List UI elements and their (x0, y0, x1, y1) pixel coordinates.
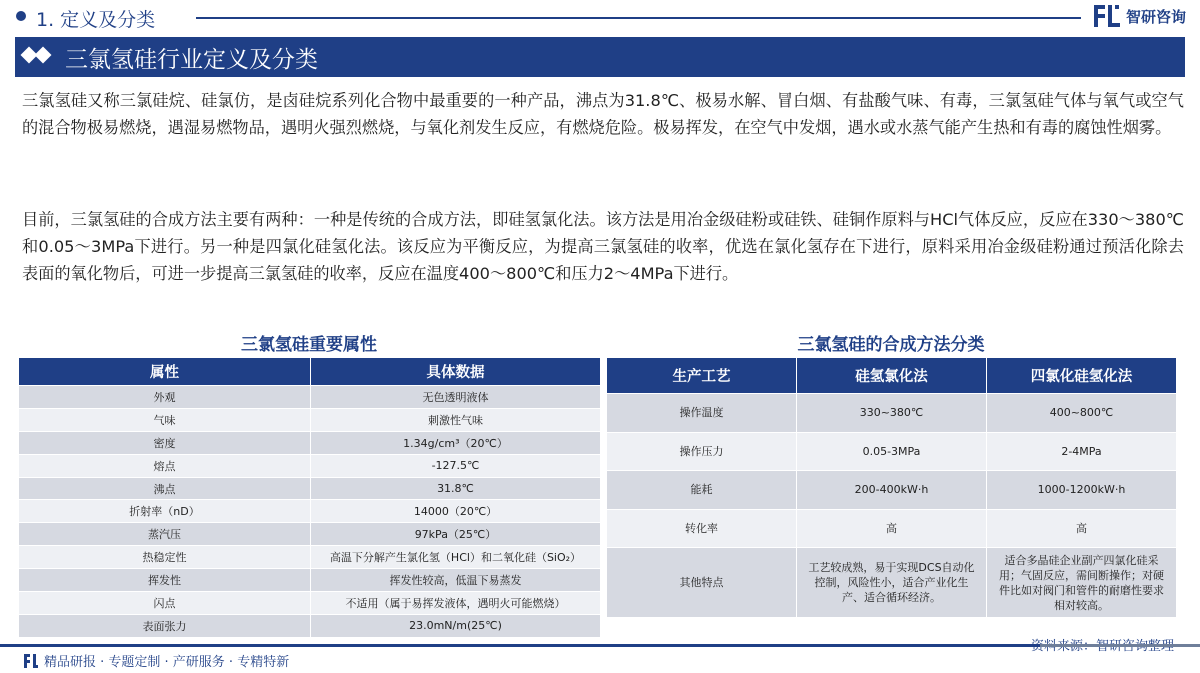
property-name: 闪点 (19, 592, 311, 615)
section-title: 1. 定义及分类 (36, 9, 156, 31)
process-attribute: 操作温度 (607, 394, 797, 433)
property-value: 高温下分解产生氯化氢（HCl）和二氧化硅（SiO₂） (311, 546, 601, 569)
property-value: 23.0mN/m(25℃) (311, 614, 601, 637)
brand-mark-icon (24, 654, 38, 668)
footer-tagline: 精品研报 · 专题定制 · 产研服务 · 专精特新 (44, 655, 290, 670)
table-row (607, 548, 1177, 618)
table-row (19, 614, 601, 637)
title-banner (15, 37, 1185, 77)
properties-table-title: 三氯氢硅重要属性 (241, 335, 377, 355)
property-name: 密度 (19, 431, 311, 454)
table-row (19, 477, 601, 500)
process-attribute: 能耗 (607, 471, 797, 510)
column-header: 硅氢氯化法 (797, 358, 987, 394)
header-divider (196, 17, 1081, 19)
table-row (19, 500, 601, 523)
table-row (19, 569, 601, 592)
bullet-dot-icon (16, 11, 26, 21)
table-row (19, 523, 601, 546)
table-row (19, 408, 601, 431)
table-row (19, 454, 601, 477)
page-title: 三氯氢硅行业定义及分类 (65, 47, 318, 73)
table-row (607, 509, 1177, 548)
column-header: 生产工艺 (607, 358, 797, 394)
column-header: 具体数据 (311, 358, 601, 386)
properties-table (18, 357, 601, 638)
stc-hydrogenation-value: 1000-1200kW·h (987, 471, 1177, 510)
table-row (19, 431, 601, 454)
property-value: 14000（20℃） (311, 500, 601, 523)
table-row (607, 394, 1177, 433)
property-name: 折射率（nD） (19, 500, 311, 523)
brand-logo-icon (1094, 5, 1120, 27)
brand-name: 智研咨询 (1125, 7, 1186, 26)
property-name: 气味 (19, 408, 311, 431)
stc-hydrogenation-value: 适合多晶硅企业副产四氯化硅采用；气固反应，需间断操作；对硬件比如对阀门和管件的耐磨性要求相对较高。 (987, 548, 1177, 618)
footer-divider (0, 644, 1200, 647)
property-value: 刺激性气味 (311, 408, 601, 431)
property-name: 沸点 (19, 477, 311, 500)
brand (1094, 5, 1186, 27)
property-value: 不适用（属于易挥发液体，遇明火可能燃烧） (311, 592, 601, 615)
table-row (607, 432, 1177, 471)
property-value: 挥发性较高，低温下易蒸发 (311, 569, 601, 592)
hydrochlorination-value: 330~380℃ (797, 394, 987, 433)
property-name: 外观 (19, 386, 311, 409)
table-header-row (607, 358, 1177, 394)
stc-hydrogenation-value: 2-4MPa (987, 432, 1177, 471)
property-value: -127.5℃ (311, 454, 601, 477)
stc-hydrogenation-value: 高 (987, 509, 1177, 548)
property-name: 表面张力 (19, 614, 311, 637)
column-header: 属性 (19, 358, 311, 386)
synthesis-paragraph: 目前，三氯氢硅的合成方法主要有两种：一种是传统的合成方法，即硅氢氯化法。该方法是用冶金级硅粉或硅铁、硅铜作原料与HCl气体反应，反应在330～380℃和0.05～3MPa下进行。另一种是四氯化硅氢化法。该反应为平衡反应，为提高三氯氢硅的收率，优选在氯化氢存在下进行，原料采用冶金级硅粉通过预活化除去表面的氧化物后，可进一步提高三氯氢硅的收率，反应在温度400～800℃和压力2～4MPa下进行。 (22, 210, 1184, 283)
property-value: 无色透明液体 (311, 386, 601, 409)
methods-table (606, 357, 1177, 618)
footer (24, 651, 289, 670)
methods-table-title: 三氯氢硅的合成方法分类 (797, 335, 985, 355)
table-row (607, 471, 1177, 510)
property-name: 热稳定性 (19, 546, 311, 569)
process-attribute: 转化率 (607, 509, 797, 548)
column-header: 四氯化硅氢化法 (987, 358, 1177, 394)
diamond-bullets-icon (23, 49, 49, 61)
property-name: 挥发性 (19, 569, 311, 592)
intro-paragraph: 三氯氢硅又称三氯硅烷、硅氯仿，是卤硅烷系列化合物中最重要的一种产品，沸点为31.8℃、极易水解、冒白烟、有盐酸气味、有毒，三氯氢硅气体与氧气或空气的混合物极易燃烧，遇湿易燃物品，遇明火强烈燃烧，与氧化剂发生反应，有燃烧危险。极易挥发，在空气中发烟，遇水或水蒸气能产生热和有毒的腐蚀性烟雾。 (22, 91, 1184, 137)
hydrochlorination-value: 0.05-3MPa (797, 432, 987, 471)
table-row (19, 546, 601, 569)
hydrochlorination-value: 高 (797, 509, 987, 548)
property-name: 蒸汽压 (19, 523, 311, 546)
property-name: 熔点 (19, 454, 311, 477)
hydrochlorination-value: 工艺较成熟，易于实现DCS自动化控制，风险性小，适合产业化生产、适合循环经济。 (797, 548, 987, 618)
stc-hydrogenation-value: 400~800℃ (987, 394, 1177, 433)
hydrochlorination-value: 200-400kW·h (797, 471, 987, 510)
table-header-row (19, 358, 601, 386)
property-value: 1.34g/cm³（20℃） (311, 431, 601, 454)
table-row (19, 592, 601, 615)
table-row (19, 386, 601, 409)
process-attribute: 其他特点 (607, 548, 797, 618)
process-attribute: 操作压力 (607, 432, 797, 471)
section-header (0, 0, 1200, 34)
property-value: 97kPa（25℃） (311, 523, 601, 546)
property-value: 31.8℃ (311, 477, 601, 500)
